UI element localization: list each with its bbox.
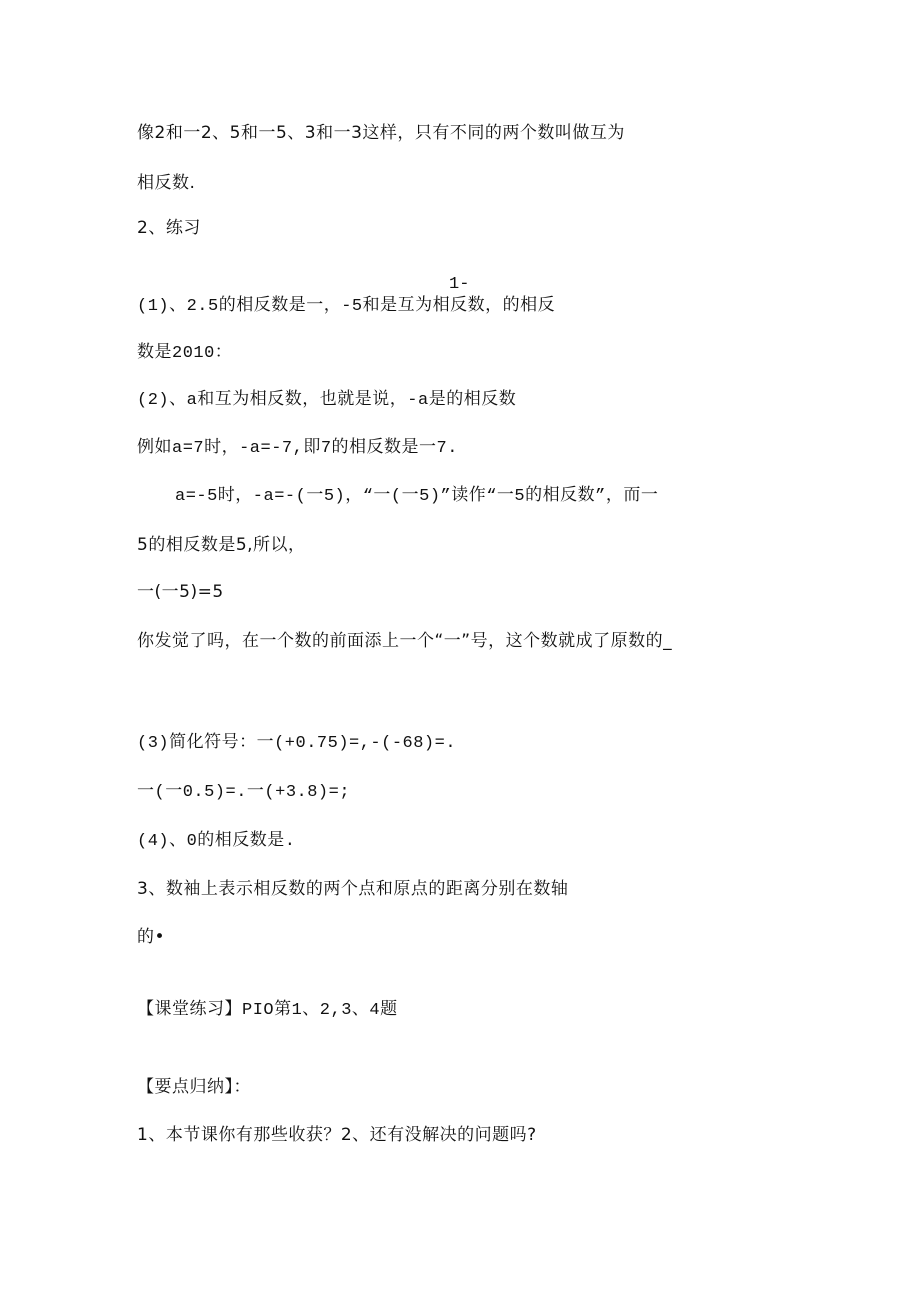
- section-heading-practice: 2、练习: [137, 218, 201, 238]
- section-3-line-1: 3、数袖上表示相反数的两个点和原点的距离分别在数轴: [137, 879, 569, 899]
- key-points-heading: 【要点归纳】：: [137, 1077, 251, 1097]
- exercise-1-line-2: 数是2010：: [137, 344, 233, 363]
- discovery-question: 你发觉了吗，在一个数的前面添上一个“一”号，这个数就成了原数的_: [137, 631, 673, 651]
- exercise-4: (4)、0的相反数是.: [137, 832, 296, 851]
- key-points-question: 1、本节课你有那些收获？2、还有没解决的问题吗?: [137, 1125, 537, 1145]
- text-line-2: 相反数.: [137, 173, 196, 193]
- exercise-3-line-2: 一(一0.5)=.一(+3.8)=;: [137, 783, 351, 802]
- class-practice: 【课堂练习】PIO第1、2,3、4题: [137, 1001, 398, 1020]
- section-3-line-2: 的•: [137, 927, 166, 947]
- exercise-2-line-1: (2)、a和互为相反数，也就是说，-a是的相反数: [137, 391, 517, 410]
- fraction-fragment: 1-: [449, 275, 470, 294]
- exercise-2-example-2: a=-5时，-a=-(一5)，“一(一5)”读作“一5的相反数”，而一: [175, 487, 659, 506]
- text-line-1: 像2和一2、5和一5、3和一3这样，只有不同的两个数叫做互为: [137, 123, 625, 143]
- exercise-1-line-1: (1)、2.5的相反数是一，-5和是互为相反数，的相反: [137, 297, 556, 316]
- exercise-3-line-1: (3)简化符号：一(+0.75)=,-(-68)=.: [137, 734, 457, 753]
- exercise-2-result: 一(一5)=5: [137, 582, 224, 602]
- exercise-2-example-1: 例如a=7时，-a=-7,即7的相反数是一7.: [137, 439, 458, 458]
- exercise-2-line-4: 5的相反数是5,所以，: [137, 535, 306, 555]
